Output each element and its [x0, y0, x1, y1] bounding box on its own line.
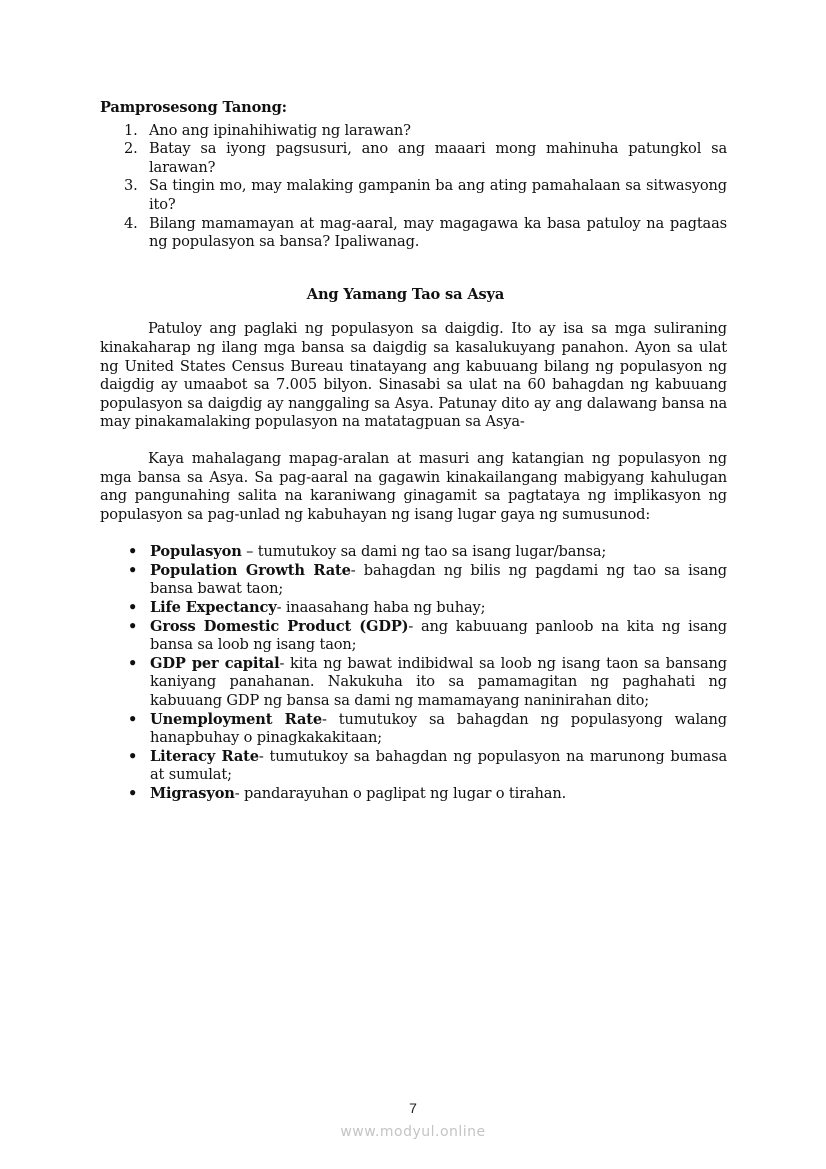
bullet-icon: •: [128, 747, 138, 765]
bullet-icon: •: [128, 654, 138, 672]
term-definition: - pandarayuhan o paglipat ng lugar o tirahan.: [234, 785, 567, 802]
term-label: Populasyon: [150, 543, 242, 561]
term-item: [128, 599, 727, 618]
bullet-icon: •: [128, 785, 138, 802]
question-text: Bilang mamamayan at mag-aaral, may magagawa ka basa patuloy na pagtaas ng populasyon sa bansa? Ipaliwanag.: [149, 214, 727, 251]
term-definition: - bahagdan ng bilis ng pagdami ng tao sa isang bansa bawat taon;: [150, 561, 728, 598]
questions-heading: Pamprosesong Tanong:: [100, 99, 287, 116]
section-title: Ang Yamang Tao sa Asya: [306, 285, 505, 303]
term-definition: – tumutukoy sa dami ng tao sa isang lugar/bansa;: [241, 543, 607, 561]
term-item: [128, 747, 727, 785]
term-label: Population Growth Rate: [150, 561, 351, 579]
question-number: 3.: [124, 177, 138, 195]
terms-list: [100, 543, 727, 803]
watermark: www.modyul.online: [340, 1124, 486, 1140]
term-definition: - kita ng bawat indibidwal sa loob ng isang taon sa bansang kaniyang panahanan. Nakukuha ito sa pamamagitan ng paghahati ng kabuuang GDP ng bansa sa dami ng mamamayang naninirahan dito;: [150, 654, 727, 710]
question-number: 4.: [124, 214, 138, 232]
question-item: [124, 140, 727, 177]
page-content: [100, 99, 727, 804]
term-definition: - tumutukoy sa bahagdan ng populasyon na marunong bumasa at sumulat;: [150, 747, 727, 784]
term-label: Migrasyon: [150, 785, 235, 802]
term-item: [128, 785, 727, 804]
intro-paragraph: Patuloy ang paglaki ng populasyon sa daigdig. Ito ay isa sa mga suliraning kinakaharap ng ilang mga bansa sa daigdig sa kasalukuyang panahon. Ayon sa ulat ng United States Census Bureau tinatayang ang kabuuang bilang ng populasyon ng daigdig ay umaabot sa 7.005 bilyon. Sinasabi sa ulat na 60 bahagdan ng kabuuang populasyon sa daigdig ay nanggaling sa Asya. Patunay dito ay ang dalawang bansa na may pinakamalaking populasyon na matatagpuan sa Asya-: [100, 320, 727, 431]
term-item: [128, 710, 727, 748]
question-number: 1.: [124, 121, 138, 139]
question-text: Sa tingin mo, may malaking gampanin ba ang ating pamahalaan sa sitwasyong ito?: [149, 177, 727, 213]
definitions-intro-paragraph: Kaya mahalagang mapag-aralan at masuri ang katangian ng populasyon ng mga bansa sa Asya. Sa pag-aaral na gagawin kinakailangang mabigyang kahulugan ang pangunahing salita na karaniwang ginagamit sa pagtataya ng implikasyon ng populasyon sa pag-unlad ng kabuhayan ng isang lugar gaya ng sumusunod:: [100, 449, 727, 523]
term-label: GDP per capital: [150, 654, 280, 672]
question-text: Batay sa iyong pagsusuri, ano ang maaari mong mahinuha patungkol sa larawan?: [149, 140, 727, 176]
term-item: [128, 543, 727, 562]
term-label: Gross Domestic Product (GDP): [150, 617, 409, 635]
question-number: 2.: [124, 140, 138, 158]
bullet-icon: •: [128, 710, 138, 728]
term-label: Life Expectancy: [150, 599, 277, 617]
term-item: [128, 561, 728, 599]
question-item: [124, 177, 727, 214]
questions-list: [100, 122, 727, 252]
term-definition: - tumutukoy sa bahagdan ng populasyong walang hanapbuhay o pinagkakakitaan;: [150, 710, 727, 747]
term-item: [128, 617, 727, 655]
term-item: [128, 654, 727, 711]
bullet-icon: •: [128, 599, 138, 617]
bullet-icon: •: [128, 617, 138, 635]
page-number: 7: [409, 1100, 417, 1116]
question-item: [124, 214, 727, 252]
question-item: [124, 121, 727, 141]
question-text: Ano ang ipinahihiwatig ng larawan?: [149, 121, 411, 139]
term-definition: - ang kabuuang panloob na kita ng isang bansa sa loob ng isang taon;: [150, 617, 727, 654]
bullet-icon: •: [128, 543, 138, 561]
term-label: Unemployment Rate: [150, 710, 323, 728]
term-definition: - inaasahang haba ng buhay;: [276, 599, 486, 617]
term-label: Literacy Rate: [150, 747, 259, 765]
bullet-icon: •: [128, 561, 138, 579]
